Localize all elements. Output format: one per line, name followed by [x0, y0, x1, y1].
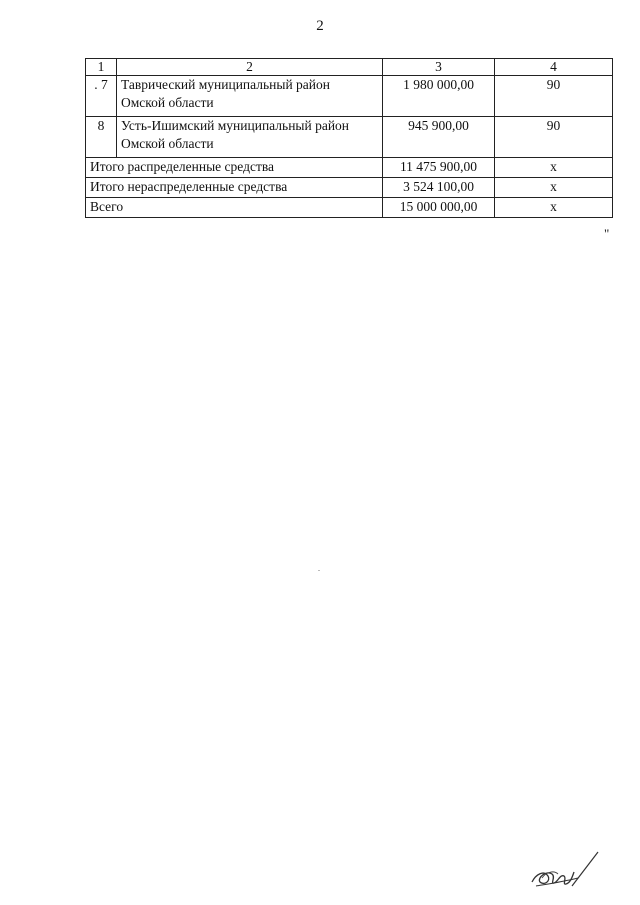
table-row: [86, 117, 613, 158]
total-mark: х: [495, 198, 613, 218]
total-row-grand: [86, 198, 613, 218]
district-name-line1: Таврический муниципальный район: [121, 77, 330, 92]
total-mark: х: [495, 178, 613, 198]
district-name-line2: Омской области: [121, 136, 214, 151]
district-name-line2: Омской области: [121, 95, 214, 110]
total-label: Итого распределенные средства: [86, 158, 383, 178]
district-name-line1: Усть-Ишимский муниципальный район: [121, 118, 350, 133]
total-label: Итого нераспределенные средства: [86, 178, 383, 198]
percent: 90: [495, 117, 613, 158]
percent: 90: [495, 76, 613, 117]
column-header-2: 2: [117, 59, 383, 76]
table-row: [86, 76, 613, 117]
total-row-distributed: [86, 158, 613, 178]
district-name: [117, 76, 383, 117]
table-header-row: [86, 59, 613, 76]
total-amount: 15 000 000,00: [383, 198, 495, 218]
amount: 1 980 000,00: [383, 76, 495, 117]
row-number: 8: [86, 117, 117, 158]
total-mark: х: [495, 158, 613, 178]
closing-quote: ": [604, 226, 610, 241]
signature-icon: [528, 848, 608, 893]
page-number: 2: [316, 18, 324, 34]
column-header-4: 4: [495, 59, 613, 76]
row-number: . 7: [86, 76, 117, 117]
total-amount: 3 524 100,00: [383, 178, 495, 198]
total-row-undistributed: [86, 178, 613, 198]
distribution-table: [85, 58, 613, 218]
scan-speck: [318, 570, 320, 571]
total-label: Всего: [86, 198, 383, 218]
total-amount: 11 475 900,00: [383, 158, 495, 178]
column-header-1: 1: [86, 59, 117, 76]
amount: 945 900,00: [383, 117, 495, 158]
district-name: [117, 117, 383, 158]
column-header-3: 3: [383, 59, 495, 76]
